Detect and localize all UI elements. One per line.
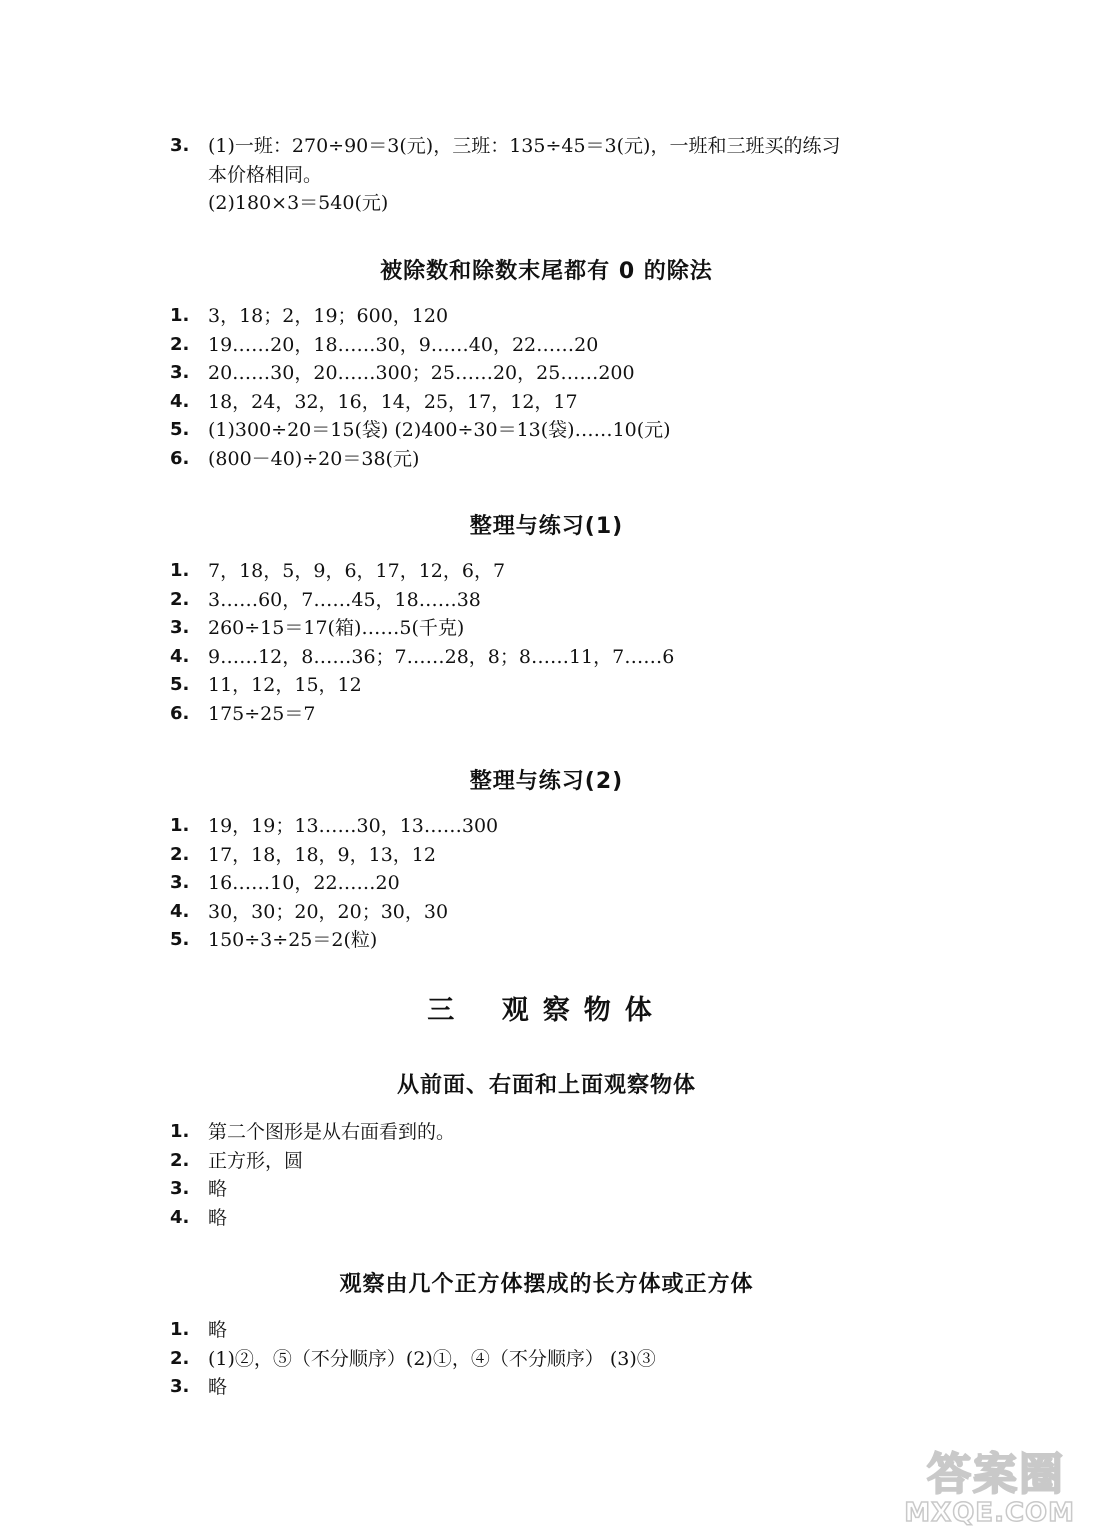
item-number: 1. — [170, 1121, 190, 1142]
item-number: 3. — [170, 617, 190, 639]
item-text: 略 — [208, 1178, 228, 1201]
list-item — [170, 331, 950, 360]
item-text: 19……20，18……30，9……40，22……20 — [208, 333, 599, 356]
item-number: 2. — [170, 1347, 190, 1369]
item-number: 5. — [170, 929, 190, 951]
list-item — [170, 1175, 950, 1204]
item-text: 正方形，圆 — [208, 1149, 304, 1172]
list-item — [170, 671, 950, 700]
item-number: 1. — [170, 305, 190, 326]
list-item — [170, 841, 950, 870]
item-number: 2. — [170, 843, 190, 865]
item-text: 11，12，15，12 — [208, 674, 362, 697]
item-number: 6. — [170, 702, 190, 724]
list-item — [170, 1147, 950, 1176]
item-text — [208, 132, 950, 218]
section-answers — [170, 302, 950, 474]
item-number: 3. — [170, 872, 190, 894]
item-text: (1)②，⑤（不分顺序）(2)①，④（不分顺序） (3)③ — [208, 1347, 656, 1370]
item-text: 第二个图形是从右面看到的。 — [208, 1121, 456, 1143]
item-number: 5. — [170, 674, 190, 696]
list-item — [170, 700, 950, 729]
item-text: 175÷25＝7 — [208, 702, 316, 725]
chapter-title: 三 观察物体 — [427, 995, 666, 1026]
watermark-top-text: 答案圈 — [927, 1449, 1065, 1500]
list-item — [170, 388, 950, 417]
item-text: (800－40)÷20＝38(元) — [208, 447, 420, 470]
item-text: (1)300÷20＝15(袋) (2)400÷30＝13(袋)……10(元) — [208, 419, 671, 442]
item-text: 16……10，22……20 — [208, 872, 400, 895]
list-item — [170, 586, 950, 615]
item-number: 5. — [170, 419, 190, 441]
section-title: 从前面、右面和上面观察物体 — [396, 1073, 696, 1098]
item-text: 19，19；13……30，13……300 — [208, 815, 499, 837]
item-text: 18，24，32，16，14，25，17，12，17 — [208, 390, 578, 413]
item-number: 3. — [170, 362, 190, 384]
item-number: 1. — [170, 1319, 190, 1340]
section-title: 观察由几个正方体摆成的长方体或正方体 — [339, 1272, 754, 1297]
item-text: 17，18，18，9，13，12 — [208, 843, 436, 866]
item-text: 20……30，20……300；25……20，25……200 — [208, 362, 635, 385]
item-text-line: (1)一班：270÷90＝3(元)，三班：135÷45＝3(元)，一班和三班买的练习 — [208, 135, 841, 157]
item-number: 2. — [170, 1149, 190, 1171]
item-text-line: 本价格相同。 — [208, 163, 323, 186]
section-answers — [170, 812, 950, 955]
list-item — [170, 445, 950, 474]
watermark-logo — [905, 1438, 1075, 1528]
item-text: 略 — [208, 1376, 228, 1399]
item-number: 4. — [170, 900, 190, 922]
list-item — [170, 1118, 950, 1147]
item-number: 3. — [170, 1376, 190, 1398]
item-text: 9……12，8……36；7……28，8；8……11，7……6 — [208, 645, 675, 668]
list-item — [170, 359, 950, 388]
item-number: 4. — [170, 390, 190, 412]
section-title: 整理与练习(2) — [469, 769, 624, 794]
item-number: 1. — [170, 815, 190, 836]
item-number: 2. — [170, 588, 190, 610]
list-item — [170, 132, 950, 218]
item-number: 2. — [170, 333, 190, 355]
item-text: 略 — [208, 1319, 228, 1341]
list-item — [170, 898, 950, 927]
section-answers — [170, 1316, 950, 1402]
list-item — [170, 1345, 950, 1374]
list-item — [170, 557, 950, 586]
list-item — [170, 302, 950, 331]
list-item — [170, 1373, 950, 1402]
list-item — [170, 1204, 950, 1233]
section-title: 整理与练习(1) — [469, 514, 624, 539]
item-text: 260÷15＝17(箱)……5(千克) — [208, 617, 465, 640]
item-number: 4. — [170, 1206, 190, 1228]
list-item — [170, 869, 950, 898]
item-text-line: (2)180×3＝540(元) — [208, 192, 389, 215]
list-item — [170, 614, 950, 643]
section-answers — [170, 557, 950, 729]
item-text: 30，30；20，20；30，30 — [208, 900, 449, 923]
item-text: 3，18；2，19；600，120 — [208, 305, 449, 327]
item-number: 1. — [170, 560, 190, 581]
top-answer-block — [170, 132, 950, 218]
item-text: 3……60，7……45，18……38 — [208, 588, 481, 611]
item-text: 150÷3÷25＝2(粒) — [208, 929, 378, 952]
item-text: 略 — [208, 1206, 228, 1229]
watermark-bottom-text: MXQE.COM — [904, 1498, 1075, 1528]
section-answers — [170, 1118, 950, 1232]
item-number: 3. — [170, 1178, 190, 1200]
item-number: 6. — [170, 447, 190, 469]
item-number: 4. — [170, 645, 190, 667]
item-number: 3. — [170, 135, 190, 156]
item-text: 7，18，5，9，6，17，12，6，7 — [208, 560, 506, 582]
list-item — [170, 643, 950, 672]
section-title: 被除数和除数末尾都有 0 的除法 — [380, 259, 713, 284]
list-item — [170, 416, 950, 445]
list-item — [170, 812, 950, 841]
list-item — [170, 1316, 950, 1345]
list-item — [170, 926, 950, 955]
